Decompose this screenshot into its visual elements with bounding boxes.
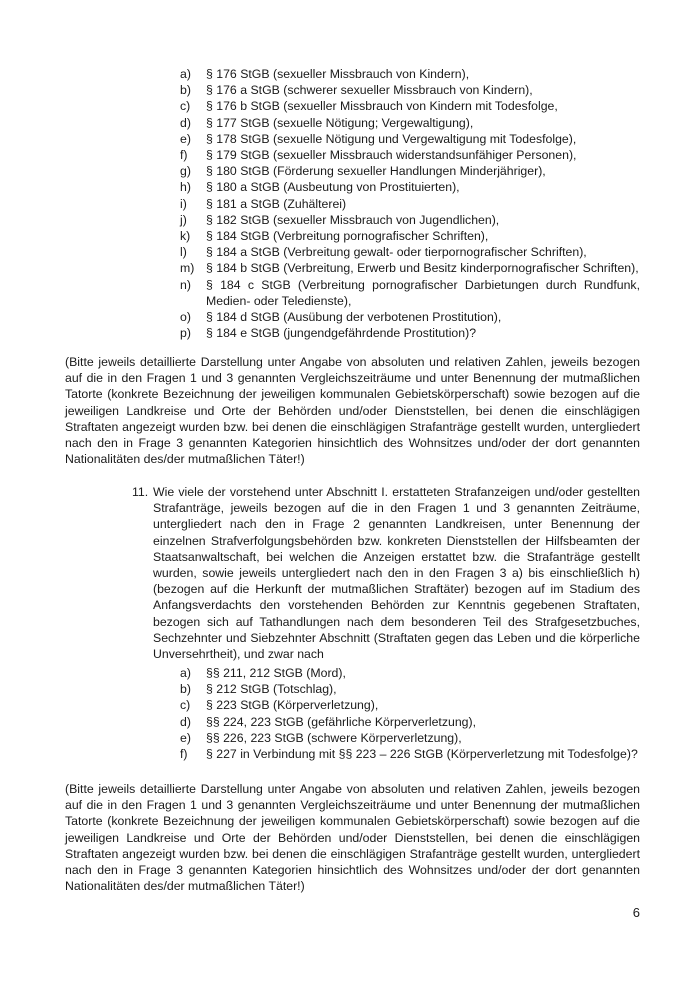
question-number: 11. [132,485,149,499]
list-item [180,277,640,309]
list-item-text: § 223 StGB (Körperverletzung), [206,698,379,713]
list-item-text: §§ 226, 223 StGB (schwere Körperverletzung), [206,730,462,745]
list-item-text: § 180 StGB (Förderung sexueller Handlungen Minderjähriger), [206,164,546,179]
list-item-text: § 178 StGB (sexuelle Nötigung und Vergewaltigung mit Todesfolge), [206,131,577,146]
list-item [180,131,640,147]
list-item-label: c) [180,698,191,713]
list-item [180,147,640,163]
list-item-text: § 181 a StGB (Zuhälterei) [206,196,347,211]
list-item-label: i) [180,196,187,211]
list-item-label: f) [180,148,188,163]
offense-list-sexual [180,66,640,341]
list-item-label: j) [180,212,187,227]
list-item [180,98,640,114]
list-item [180,730,640,746]
list-item-text: § 184 StGB (Verbreitung pornografischer Schriften), [206,229,489,244]
list-item-text: § 184 b StGB (Verbreitung, Erwerb und Besitz kinderpornografischer Schriften), [206,261,639,276]
list-item-label: d) [180,115,191,130]
list-item-label: b) [180,83,191,98]
list-item-text: § 179 StGB (sexueller Missbrauch widerstandsunfähiger Personen), [206,148,577,163]
list-item [180,681,640,697]
list-item [180,179,640,195]
list-item-label: g) [180,164,191,179]
instruction-paragraph: (Bitte jeweils detaillierte Darstellung unter Angabe von absoluten und relativen Zahlen, jeweils bezogen auf die in den Fragen 1 und 3 genannten Vergleichszeiträume und unter Benennung der mutmaßlichen Tatorte (konkrete Bezeichnung der jeweiligen kommunalen Gebietskörperschaft) sowie bezogen auf die jeweiligen Landkreise und Orte der Behörden und/oder Dienststellen, bei denen die einschlägigen Straftaten angezeigt wurden bzw. bei denen die einschlägigen Strafanträge gestellt wurden, untergliedert nach den in Frage 3 genannten Kategorien hinsichtlich des Wohnsitzes und/oder der dort genannten Nationalitäten des/der mutmaßlichen Täter!) [65,782,640,894]
list-item-text: § 182 StGB (sexueller Missbrauch von Jugendlichen), [206,212,500,227]
list-item-text: § 176 StGB (sexueller Missbrauch von Kindern), [206,67,470,81]
list-item [180,196,640,212]
list-item [180,66,640,82]
list-item-label: d) [180,714,191,729]
list-item [180,714,640,730]
list-item-label: e) [180,730,191,745]
list-item [180,115,640,131]
list-item-text: § 212 StGB (Totschlag), [206,682,337,697]
page-number: 6 [632,905,640,920]
list-item-label: m) [180,261,195,276]
list-item-label: a) [180,666,191,680]
list-item-label: f) [180,747,188,762]
list-item-label: n) [180,277,191,292]
list-item-text: § 184 a StGB (Verbreitung gewalt- oder tierpornografischer Schriften), [206,245,587,260]
list-item-text: §§ 211, 212 StGB (Mord), [206,666,346,680]
list-item [180,244,640,260]
list-item [180,309,640,325]
list-item-text: § 176 a StGB (schwerer sexueller Missbrauch von Kindern), [206,83,533,98]
offense-list-bodily-harm [180,665,640,762]
list-item-label: c) [180,99,191,114]
list-item [180,697,640,713]
list-item-label: p) [180,326,191,341]
list-item [180,260,640,276]
list-item-label: a) [180,67,191,81]
list-item-text: § 176 b StGB (sexueller Missbrauch von Kindern mit Todesfolge, [206,99,558,114]
list-item-text: § 177 StGB (sexuelle Nötigung; Vergewaltigung), [206,115,474,130]
list-item-label: e) [180,131,191,146]
list-item-label: k) [180,229,191,244]
list-item [180,163,640,179]
list-item [180,82,640,98]
list-item-text: § 180 a StGB (Ausbeutung von Prostituierten), [206,180,460,195]
list-item-label: b) [180,682,191,697]
list-item-text: §§ 224, 223 StGB (gefährliche Körperverletzung), [206,714,477,729]
list-item-label: h) [180,180,191,195]
list-item-text: § 184 d StGB (Ausübung der verbotenen Prostitution), [206,310,502,325]
list-item [180,665,640,681]
list-item [180,325,640,341]
list-item [180,746,640,762]
list-item-text: § 184 e StGB (jungendgefährdende Prostitution)? [206,326,477,341]
instruction-paragraph: (Bitte jeweils detaillierte Darstellung unter Angabe von absoluten und relativen Zahlen, jeweils bezogen auf die in den Fragen 1 und 3 genannten Vergleichszeiträume und unter Benennung der mutmaßlichen Tatorte (konkrete Bezeichnung der jeweiligen kommunalen Gebietskörperschaft) sowie bezogen auf die jeweiligen Landkreise und Orte der Behörden und/oder Dienststellen, bei denen die einschlägigen Straftaten angezeigt wurden bzw. bei denen die einschlägigen Strafanträge gestellt wurden, untergliedert nach den in Frage 3 genannten Kategorien hinsichtlich des Wohnsitzes und/oder der dort genannten Nationalitäten des/der mutmaßlichen Täter!) [65,355,640,467]
list-item-label: o) [180,310,191,325]
question-11 [132,484,640,662]
list-item-text: § 227 in Verbindung mit §§ 223 – 226 StGB (Körperverletzung mit Todesfolge)? [206,747,638,762]
list-item [180,212,640,228]
list-item-label: l) [180,245,187,260]
question-text: Wie viele der vorstehend unter Abschnitt I. erstatteten Strafanzeigen und/oder gestellten Strafanträge, jeweils bezogen auf die in den Fragen 1 und 3 genannten Zeiträume, untergliedert nach den in Frage 2 genannten Landkreisen, unter Benennung der einzelnen Strafverfolgungsbehörden bzw. konkreten Dienststellen der Hilfsbeamten der Staatsanwaltschaft, bei welchen die Anzeigen erstattet bzw. die Strafanträge gestellt wurden, sowie jeweils untergliedert nach den in den Fragen 3 a) bis einschließlich h) (bezogen auf die Herkunft der mutmaßlichen Straftäter) bezogen auf im Stadium des Anfangsverdachts den vorstehenden Behörden zur Kenntnis gegebenen Straftaten, bezogen sich auf Tathandlungen nach dem besonderen Teil des Strafgesetzbuches, Sechzehnter und Siebzehnter Abschnitt (Straftaten gegen das Leben und die körperliche Unversehrtheit), und zwar nach [153,485,640,662]
list-item [180,228,640,244]
list-item-text: § 184 c StGB (Verbreitung pornografischer Darbietungen durch Rundfunk, Medien- oder Teledienste), [206,277,640,308]
